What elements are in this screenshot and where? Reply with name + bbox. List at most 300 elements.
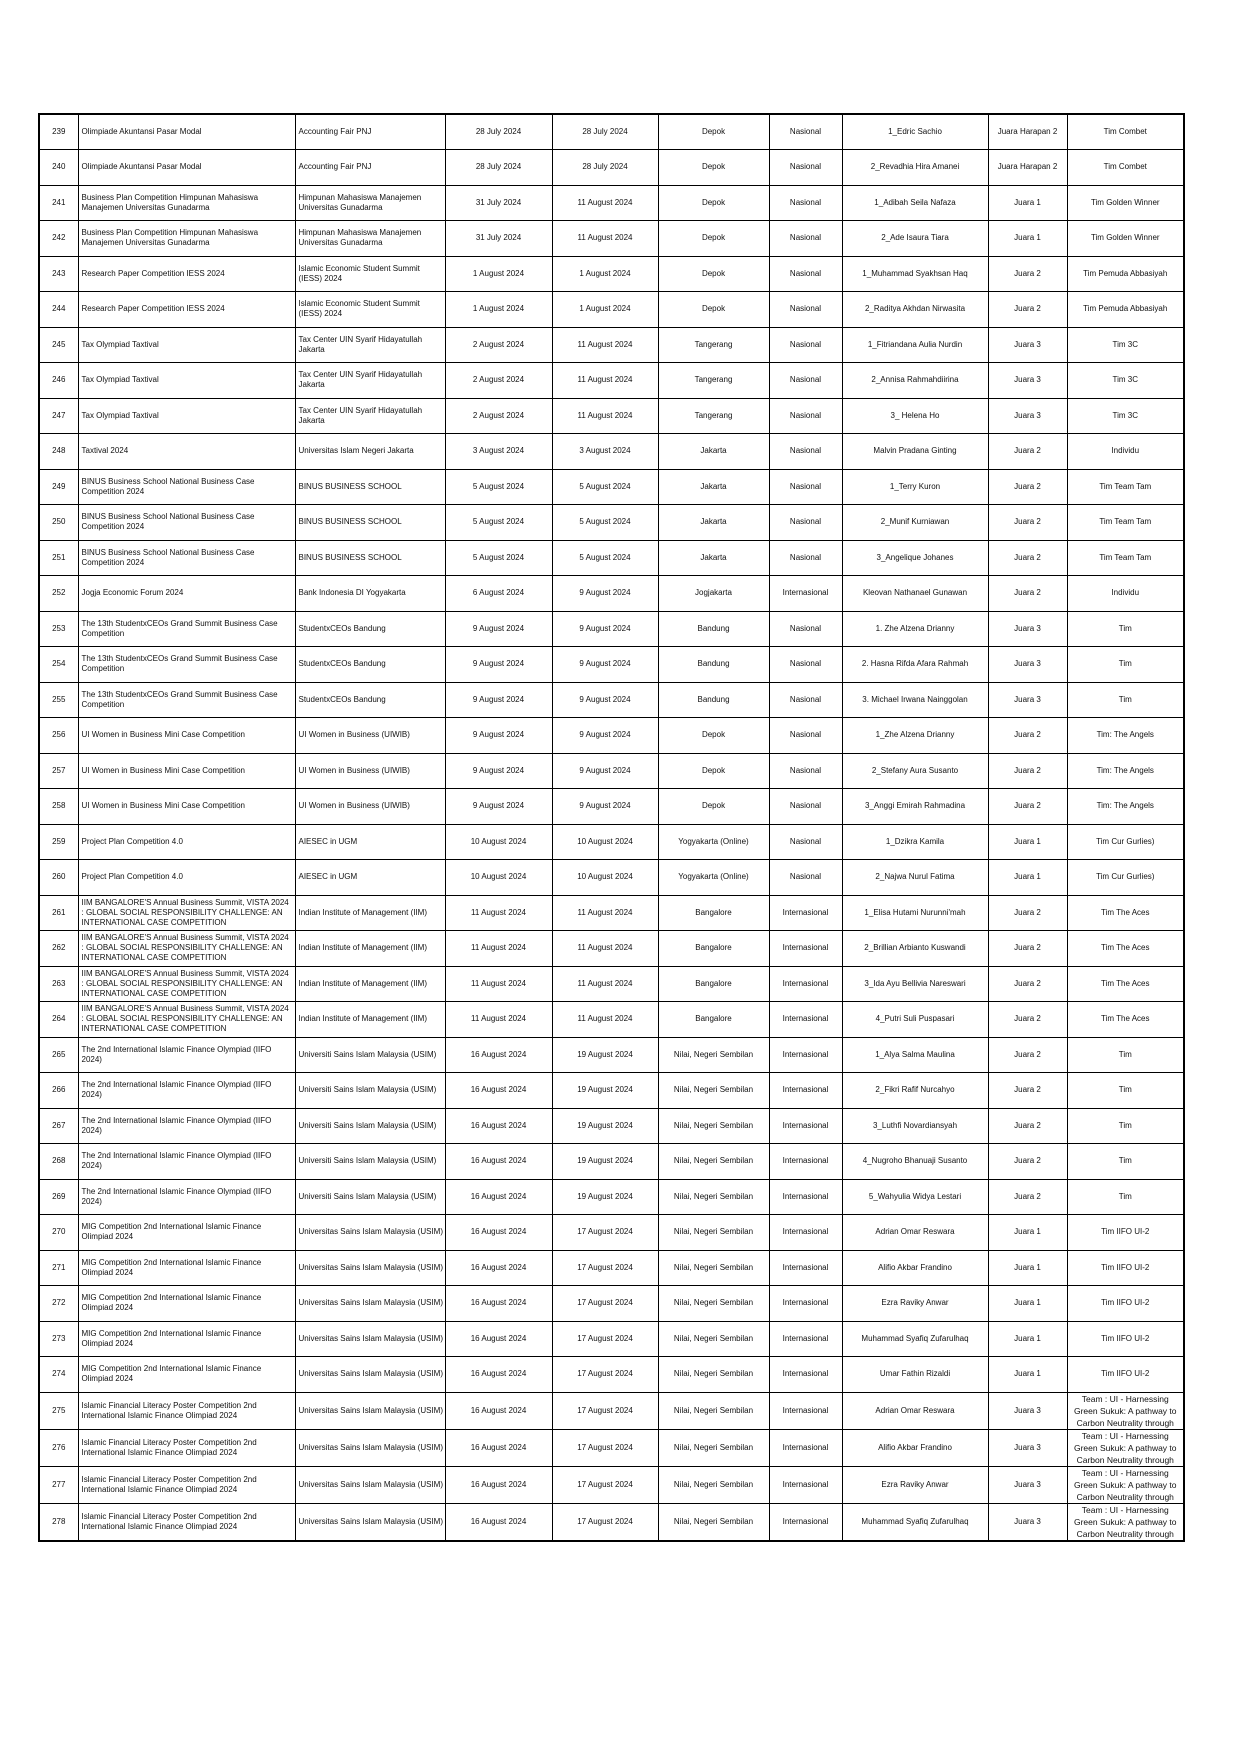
award-cell: Juara Harapan 2: [988, 114, 1067, 150]
level-cell: Internasional: [769, 1108, 842, 1144]
participant-cell: 1. Zhe Alzena Drianny: [842, 611, 988, 647]
end-date-cell: 1 August 2024: [552, 292, 658, 328]
award-cell: Juara 2: [988, 1037, 1067, 1073]
organizer-cell: Accounting Fair PNJ: [295, 114, 445, 150]
row-number-cell: 241: [39, 185, 78, 221]
level-cell: Nasional: [769, 363, 842, 399]
start-date-cell: 11 August 2024: [445, 966, 552, 1002]
award-cell: Juara 1: [988, 860, 1067, 896]
level-cell: Internasional: [769, 895, 842, 931]
start-date-cell: 5 August 2024: [445, 540, 552, 576]
start-date-cell: 11 August 2024: [445, 895, 552, 931]
table-row: [39, 505, 1184, 541]
row-number-cell: 254: [39, 647, 78, 683]
city-cell: Nilai, Negeri Sembilan: [658, 1321, 769, 1357]
award-cell: Juara 2: [988, 966, 1067, 1002]
award-cell: Juara 3: [988, 682, 1067, 718]
event-name-cell: Business Plan Competition Himpunan Mahasiswa Manajemen Universitas Gunadarma: [78, 221, 295, 257]
row-number-cell: 265: [39, 1037, 78, 1073]
team-cell: Tim The Aces: [1067, 895, 1184, 931]
organizer-cell: Universitas Sains Islam Malaysia (USIM): [295, 1429, 445, 1466]
award-cell: Juara 1: [988, 824, 1067, 860]
end-date-cell: 11 August 2024: [552, 966, 658, 1002]
participant-cell: Alifio Akbar Frandino: [842, 1429, 988, 1466]
award-cell: Juara 2: [988, 718, 1067, 754]
end-date-cell: 9 August 2024: [552, 753, 658, 789]
participant-cell: 3_ Helena Ho: [842, 398, 988, 434]
level-cell: Nasional: [769, 860, 842, 896]
row-number-cell: 245: [39, 327, 78, 363]
team-cell: Tim 3C: [1067, 363, 1184, 399]
organizer-cell: StudentxCEOs Bandung: [295, 647, 445, 683]
table-row: [39, 931, 1184, 967]
participant-cell: 1_Muhammad Syakhsan Haq: [842, 256, 988, 292]
event-name-cell: Research Paper Competition IESS 2024: [78, 256, 295, 292]
organizer-cell: Indian Institute of Management (IIM): [295, 931, 445, 967]
team-cell: Tim Golden Winner: [1067, 221, 1184, 257]
award-cell: Juara 3: [988, 611, 1067, 647]
participant-cell: 2_Munif Kurniawan: [842, 505, 988, 541]
row-number-cell: 246: [39, 363, 78, 399]
table-row: [39, 1321, 1184, 1357]
award-cell: Juara 2: [988, 1108, 1067, 1144]
award-cell: Juara 2: [988, 1073, 1067, 1109]
level-cell: Nasional: [769, 718, 842, 754]
award-cell: Juara 3: [988, 363, 1067, 399]
end-date-cell: 9 August 2024: [552, 682, 658, 718]
end-date-cell: 1 August 2024: [552, 256, 658, 292]
table-row: [39, 114, 1184, 150]
participant-cell: Adrian Omar Reswara: [842, 1392, 988, 1429]
end-date-cell: 19 August 2024: [552, 1073, 658, 1109]
start-date-cell: 10 August 2024: [445, 860, 552, 896]
event-name-cell: IIM BANGALORE'S Annual Business Summit, VISTA 2024 : GLOBAL SOCIAL RESPONSIBILITY CHALLENGE: AN INTERNATIONAL CASE COMPETITION: [78, 966, 295, 1002]
start-date-cell: 16 August 2024: [445, 1286, 552, 1322]
level-cell: Internasional: [769, 1215, 842, 1251]
organizer-cell: Universitas Sains Islam Malaysia (USIM): [295, 1503, 445, 1541]
event-name-cell: UI Women in Business Mini Case Competition: [78, 789, 295, 825]
participant-cell: 2_Revadhia Hira Amanei: [842, 150, 988, 186]
event-name-cell: Project Plan Competition 4.0: [78, 824, 295, 860]
city-cell: Nilai, Negeri Sembilan: [658, 1037, 769, 1073]
award-cell: Juara 1: [988, 221, 1067, 257]
start-date-cell: 9 August 2024: [445, 718, 552, 754]
end-date-cell: 11 August 2024: [552, 221, 658, 257]
table-row: [39, 150, 1184, 186]
level-cell: Internasional: [769, 1286, 842, 1322]
event-name-cell: Islamic Financial Literacy Poster Competition 2nd International Islamic Finance Olimpiad 2024: [78, 1466, 295, 1503]
award-cell: Juara 1: [988, 1286, 1067, 1322]
award-cell: Juara 2: [988, 1144, 1067, 1180]
end-date-cell: 17 August 2024: [552, 1503, 658, 1541]
row-number-cell: 258: [39, 789, 78, 825]
start-date-cell: 2 August 2024: [445, 363, 552, 399]
table-row: [39, 824, 1184, 860]
start-date-cell: 16 August 2024: [445, 1179, 552, 1215]
table-row: [39, 1250, 1184, 1286]
team-cell: Tim IIFO UI-2: [1067, 1286, 1184, 1322]
end-date-cell: 9 August 2024: [552, 718, 658, 754]
city-cell: Bandung: [658, 682, 769, 718]
level-cell: Internasional: [769, 1392, 842, 1429]
city-cell: Nilai, Negeri Sembilan: [658, 1357, 769, 1393]
end-date-cell: 5 August 2024: [552, 505, 658, 541]
start-date-cell: 5 August 2024: [445, 505, 552, 541]
organizer-cell: Indian Institute of Management (IIM): [295, 895, 445, 931]
city-cell: Nilai, Negeri Sembilan: [658, 1429, 769, 1466]
level-cell: Internasional: [769, 966, 842, 1002]
level-cell: Nasional: [769, 327, 842, 363]
row-number-cell: 247: [39, 398, 78, 434]
start-date-cell: 2 August 2024: [445, 327, 552, 363]
row-number-cell: 269: [39, 1179, 78, 1215]
city-cell: Depok: [658, 753, 769, 789]
start-date-cell: 16 August 2024: [445, 1215, 552, 1251]
participant-cell: Muhammad Syafiq Zufarulhaq: [842, 1503, 988, 1541]
event-name-cell: IIM BANGALORE'S Annual Business Summit, VISTA 2024 : GLOBAL SOCIAL RESPONSIBILITY CHALLENGE: AN INTERNATIONAL CASE COMPETITION: [78, 931, 295, 967]
city-cell: Yogyakarta (Online): [658, 860, 769, 896]
row-number-cell: 262: [39, 931, 78, 967]
row-number-cell: 263: [39, 966, 78, 1002]
organizer-cell: Universitas Sains Islam Malaysia (USIM): [295, 1286, 445, 1322]
participant-cell: 1_Adibah Seila Nafaza: [842, 185, 988, 221]
end-date-cell: 11 August 2024: [552, 398, 658, 434]
team-cell: Tim Golden Winner: [1067, 185, 1184, 221]
table-row: [39, 1179, 1184, 1215]
city-cell: Nilai, Negeri Sembilan: [658, 1503, 769, 1541]
organizer-cell: Universiti Sains Islam Malaysia (USIM): [295, 1037, 445, 1073]
table-row: [39, 860, 1184, 896]
table-row: [39, 185, 1184, 221]
end-date-cell: 19 August 2024: [552, 1037, 658, 1073]
organizer-cell: Bank Indonesia DI Yogyakarta: [295, 576, 445, 612]
organizer-cell: UI Women in Business (UIWIB): [295, 753, 445, 789]
end-date-cell: 17 August 2024: [552, 1429, 658, 1466]
end-date-cell: 5 August 2024: [552, 469, 658, 505]
organizer-cell: Universiti Sains Islam Malaysia (USIM): [295, 1179, 445, 1215]
event-name-cell: The 2nd International Islamic Finance Olympiad (IIFO 2024): [78, 1179, 295, 1215]
participant-cell: 2_Raditya Akhdan Nirwasita: [842, 292, 988, 328]
award-cell: Juara 2: [988, 576, 1067, 612]
level-cell: Nasional: [769, 647, 842, 683]
organizer-cell: Himpunan Mahasiswa Manajemen Universitas Gunadarma: [295, 185, 445, 221]
city-cell: Bandung: [658, 647, 769, 683]
end-date-cell: 9 August 2024: [552, 576, 658, 612]
end-date-cell: 11 August 2024: [552, 1002, 658, 1038]
end-date-cell: 17 August 2024: [552, 1215, 658, 1251]
table-row: [39, 611, 1184, 647]
level-cell: Internasional: [769, 576, 842, 612]
city-cell: Nilai, Negeri Sembilan: [658, 1250, 769, 1286]
start-date-cell: 3 August 2024: [445, 434, 552, 470]
level-cell: Nasional: [769, 256, 842, 292]
team-cell: Tim: The Angels: [1067, 718, 1184, 754]
end-date-cell: 9 August 2024: [552, 611, 658, 647]
event-name-cell: The 2nd International Islamic Finance Olympiad (IIFO 2024): [78, 1037, 295, 1073]
end-date-cell: 11 August 2024: [552, 931, 658, 967]
table-row: [39, 1037, 1184, 1073]
participant-cell: 4_Putri Suli Puspasari: [842, 1002, 988, 1038]
table-row: [39, 363, 1184, 399]
city-cell: Nilai, Negeri Sembilan: [658, 1144, 769, 1180]
award-cell: Juara 2: [988, 256, 1067, 292]
start-date-cell: 31 July 2024: [445, 221, 552, 257]
table-row: [39, 1144, 1184, 1180]
city-cell: Bangalore: [658, 931, 769, 967]
city-cell: Jogjakarta: [658, 576, 769, 612]
participant-cell: 1_Alya Salma Maulina: [842, 1037, 988, 1073]
event-name-cell: Jogja Economic Forum 2024: [78, 576, 295, 612]
city-cell: Tangerang: [658, 398, 769, 434]
start-date-cell: 9 August 2024: [445, 647, 552, 683]
end-date-cell: 17 August 2024: [552, 1392, 658, 1429]
event-name-cell: Tax Olympiad Taxtival: [78, 398, 295, 434]
event-name-cell: Olimpiade Akuntansi Pasar Modal: [78, 150, 295, 186]
row-number-cell: 244: [39, 292, 78, 328]
city-cell: Nilai, Negeri Sembilan: [658, 1108, 769, 1144]
row-number-cell: 251: [39, 540, 78, 576]
team-cell: Tim: [1067, 1108, 1184, 1144]
team-cell: [1067, 1392, 1184, 1429]
award-cell: Juara 2: [988, 505, 1067, 541]
level-cell: Internasional: [769, 1179, 842, 1215]
organizer-cell: Universiti Sains Islam Malaysia (USIM): [295, 1108, 445, 1144]
team-cell: Tim IIFO UI-2: [1067, 1321, 1184, 1357]
level-cell: Nasional: [769, 682, 842, 718]
event-name-cell: Olimpiade Akuntansi Pasar Modal: [78, 114, 295, 150]
award-cell: Juara 2: [988, 753, 1067, 789]
row-number-cell: 239: [39, 114, 78, 150]
event-name-cell: The 2nd International Islamic Finance Olympiad (IIFO 2024): [78, 1144, 295, 1180]
level-cell: Nasional: [769, 398, 842, 434]
participant-cell: Muhammad Syafiq Zufarulhaq: [842, 1321, 988, 1357]
level-cell: Internasional: [769, 1466, 842, 1503]
award-cell: Juara 1: [988, 185, 1067, 221]
end-date-cell: 17 August 2024: [552, 1466, 658, 1503]
city-cell: Tangerang: [658, 327, 769, 363]
start-date-cell: 11 August 2024: [445, 1002, 552, 1038]
event-name-cell: Tax Olympiad Taxtival: [78, 327, 295, 363]
table-row: [39, 1503, 1184, 1541]
table-row: [39, 434, 1184, 470]
team-cell: Tim Team Tam: [1067, 505, 1184, 541]
table-row: [39, 966, 1184, 1002]
end-date-cell: 9 August 2024: [552, 647, 658, 683]
table-row: [39, 1357, 1184, 1393]
row-number-cell: 243: [39, 256, 78, 292]
event-name-cell: BINUS Business School National Business Case Competition 2024: [78, 505, 295, 541]
start-date-cell: 28 July 2024: [445, 150, 552, 186]
level-cell: Nasional: [769, 505, 842, 541]
end-date-cell: 10 August 2024: [552, 824, 658, 860]
row-number-cell: 240: [39, 150, 78, 186]
city-cell: Depok: [658, 221, 769, 257]
city-cell: Nilai, Negeri Sembilan: [658, 1179, 769, 1215]
participant-cell: 2_Annisa Rahmahdiirina: [842, 363, 988, 399]
event-name-cell: BINUS Business School National Business Case Competition 2024: [78, 469, 295, 505]
award-cell: Juara 2: [988, 540, 1067, 576]
award-cell: Juara 1: [988, 1250, 1067, 1286]
award-cell: Juara Harapan 2: [988, 150, 1067, 186]
team-cell: Tim 3C: [1067, 398, 1184, 434]
participant-cell: Adrian Omar Reswara: [842, 1215, 988, 1251]
competition-results-table: [38, 113, 1185, 1542]
level-cell: Nasional: [769, 221, 842, 257]
team-cell: Tim IIFO UI-2: [1067, 1357, 1184, 1393]
table-row: [39, 789, 1184, 825]
team-cell: Tim: [1067, 1144, 1184, 1180]
level-cell: Internasional: [769, 1250, 842, 1286]
team-cell: Tim Team Tam: [1067, 540, 1184, 576]
event-name-cell: Business Plan Competition Himpunan Mahasiswa Manajemen Universitas Gunadarma: [78, 185, 295, 221]
row-number-cell: 274: [39, 1357, 78, 1393]
participant-cell: 1_Edric Sachio: [842, 114, 988, 150]
award-cell: Juara 3: [988, 1392, 1067, 1429]
participant-cell: 1_Zhe Alzena Drianny: [842, 718, 988, 754]
table-row: [39, 647, 1184, 683]
team-cell: Tim: [1067, 682, 1184, 718]
participant-cell: 2_Brillian Arbianto Kuswandi: [842, 931, 988, 967]
table-row: [39, 1286, 1184, 1322]
team-cell: Tim: The Angels: [1067, 789, 1184, 825]
team-cell: Tim Cur Gurlies): [1067, 824, 1184, 860]
team-long-text: Team : UI - Harnessing Green Sukuk: A pathway to Carbon Neutrality through: [1073, 1504, 1177, 1539]
start-date-cell: 16 August 2024: [445, 1144, 552, 1180]
event-name-cell: Taxtival 2024: [78, 434, 295, 470]
participant-cell: 2_Stefany Aura Susanto: [842, 753, 988, 789]
end-date-cell: 17 August 2024: [552, 1357, 658, 1393]
level-cell: Internasional: [769, 1503, 842, 1541]
level-cell: Internasional: [769, 1357, 842, 1393]
start-date-cell: 1 August 2024: [445, 256, 552, 292]
team-cell: [1067, 1429, 1184, 1466]
start-date-cell: 5 August 2024: [445, 469, 552, 505]
table-row: [39, 327, 1184, 363]
city-cell: Yogyakarta (Online): [658, 824, 769, 860]
city-cell: Depok: [658, 114, 769, 150]
award-cell: Juara 1: [988, 1321, 1067, 1357]
team-cell: Tim Pemuda Abbasiyah: [1067, 256, 1184, 292]
start-date-cell: 16 August 2024: [445, 1321, 552, 1357]
row-number-cell: 278: [39, 1503, 78, 1541]
award-cell: Juara 2: [988, 1179, 1067, 1215]
row-number-cell: 268: [39, 1144, 78, 1180]
team-cell: Tim The Aces: [1067, 1002, 1184, 1038]
participant-cell: 1_Fitriandana Aulia Nurdin: [842, 327, 988, 363]
row-number-cell: 242: [39, 221, 78, 257]
city-cell: Depok: [658, 292, 769, 328]
event-name-cell: The 13th StudentxCEOs Grand Summit Business Case Competition: [78, 682, 295, 718]
participant-cell: 2_Najwa Nurul Fatima: [842, 860, 988, 896]
organizer-cell: BINUS BUSINESS SCHOOL: [295, 469, 445, 505]
city-cell: Depok: [658, 789, 769, 825]
level-cell: Internasional: [769, 1429, 842, 1466]
city-cell: Bangalore: [658, 966, 769, 1002]
participant-cell: 3. Michael Irwana Nainggolan: [842, 682, 988, 718]
city-cell: Nilai, Negeri Sembilan: [658, 1073, 769, 1109]
event-name-cell: Islamic Financial Literacy Poster Competition 2nd International Islamic Finance Olimpiad 2024: [78, 1392, 295, 1429]
table-row: [39, 469, 1184, 505]
start-date-cell: 11 August 2024: [445, 931, 552, 967]
table-row: [39, 256, 1184, 292]
organizer-cell: Universiti Sains Islam Malaysia (USIM): [295, 1073, 445, 1109]
event-name-cell: Islamic Financial Literacy Poster Competition 2nd International Islamic Finance Olimpiad 2024: [78, 1503, 295, 1541]
row-number-cell: 250: [39, 505, 78, 541]
award-cell: Juara 1: [988, 1215, 1067, 1251]
team-cell: Tim: [1067, 1037, 1184, 1073]
city-cell: Jakarta: [658, 469, 769, 505]
participant-cell: Kleovan Nathanael Gunawan: [842, 576, 988, 612]
team-cell: Tim: [1067, 647, 1184, 683]
start-date-cell: 6 August 2024: [445, 576, 552, 612]
row-number-cell: 273: [39, 1321, 78, 1357]
end-date-cell: 10 August 2024: [552, 860, 658, 896]
organizer-cell: BINUS BUSINESS SCHOOL: [295, 505, 445, 541]
table-row: [39, 1108, 1184, 1144]
event-name-cell: MIG Competition 2nd International Islamic Finance Olimpiad 2024: [78, 1357, 295, 1393]
organizer-cell: Universitas Sains Islam Malaysia (USIM): [295, 1321, 445, 1357]
organizer-cell: Universitas Islam Negeri Jakarta: [295, 434, 445, 470]
end-date-cell: 9 August 2024: [552, 789, 658, 825]
start-date-cell: 9 August 2024: [445, 682, 552, 718]
event-name-cell: The 13th StudentxCEOs Grand Summit Business Case Competition: [78, 647, 295, 683]
organizer-cell: Universiti Sains Islam Malaysia (USIM): [295, 1144, 445, 1180]
team-cell: Tim IIFO UI-2: [1067, 1250, 1184, 1286]
team-cell: Tim Cur Gurlies): [1067, 860, 1184, 896]
start-date-cell: 2 August 2024: [445, 398, 552, 434]
award-cell: Juara 2: [988, 469, 1067, 505]
team-cell: Tim: [1067, 1179, 1184, 1215]
organizer-cell: Indian Institute of Management (IIM): [295, 966, 445, 1002]
participant-cell: 3_Ida Ayu Bellivia Nareswari: [842, 966, 988, 1002]
table-row: [39, 221, 1184, 257]
level-cell: Nasional: [769, 434, 842, 470]
row-number-cell: 255: [39, 682, 78, 718]
award-cell: Juara 2: [988, 1002, 1067, 1038]
city-cell: Jakarta: [658, 434, 769, 470]
organizer-cell: Islamic Economic Student Summit (IESS) 2024: [295, 256, 445, 292]
table-row: [39, 292, 1184, 328]
organizer-cell: UI Women in Business (UIWIB): [295, 789, 445, 825]
organizer-cell: Universitas Sains Islam Malaysia (USIM): [295, 1466, 445, 1503]
city-cell: Jakarta: [658, 505, 769, 541]
award-cell: Juara 3: [988, 647, 1067, 683]
row-number-cell: 270: [39, 1215, 78, 1251]
participant-cell: 3_Angelique Johanes: [842, 540, 988, 576]
team-cell: Tim Pemuda Abbasiyah: [1067, 292, 1184, 328]
row-number-cell: 260: [39, 860, 78, 896]
participant-cell: 3_Anggi Emirah Rahmadina: [842, 789, 988, 825]
city-cell: Bandung: [658, 611, 769, 647]
level-cell: Nasional: [769, 540, 842, 576]
organizer-cell: Tax Center UIN Syarif Hidayatullah Jakarta: [295, 327, 445, 363]
end-date-cell: 3 August 2024: [552, 434, 658, 470]
team-cell: Individu: [1067, 434, 1184, 470]
end-date-cell: 19 August 2024: [552, 1179, 658, 1215]
row-number-cell: 259: [39, 824, 78, 860]
award-cell: Juara 3: [988, 398, 1067, 434]
event-name-cell: IIM BANGALORE'S Annual Business Summit, VISTA 2024 : GLOBAL SOCIAL RESPONSIBILITY CHALLENGE: AN INTERNATIONAL CASE COMPETITION: [78, 895, 295, 931]
start-date-cell: 16 August 2024: [445, 1503, 552, 1541]
table-row: [39, 1392, 1184, 1429]
organizer-cell: Universitas Sains Islam Malaysia (USIM): [295, 1392, 445, 1429]
event-name-cell: Research Paper Competition IESS 2024: [78, 292, 295, 328]
event-name-cell: UI Women in Business Mini Case Competition: [78, 753, 295, 789]
table-row: [39, 682, 1184, 718]
table-row: [39, 895, 1184, 931]
row-number-cell: 253: [39, 611, 78, 647]
row-number-cell: 249: [39, 469, 78, 505]
